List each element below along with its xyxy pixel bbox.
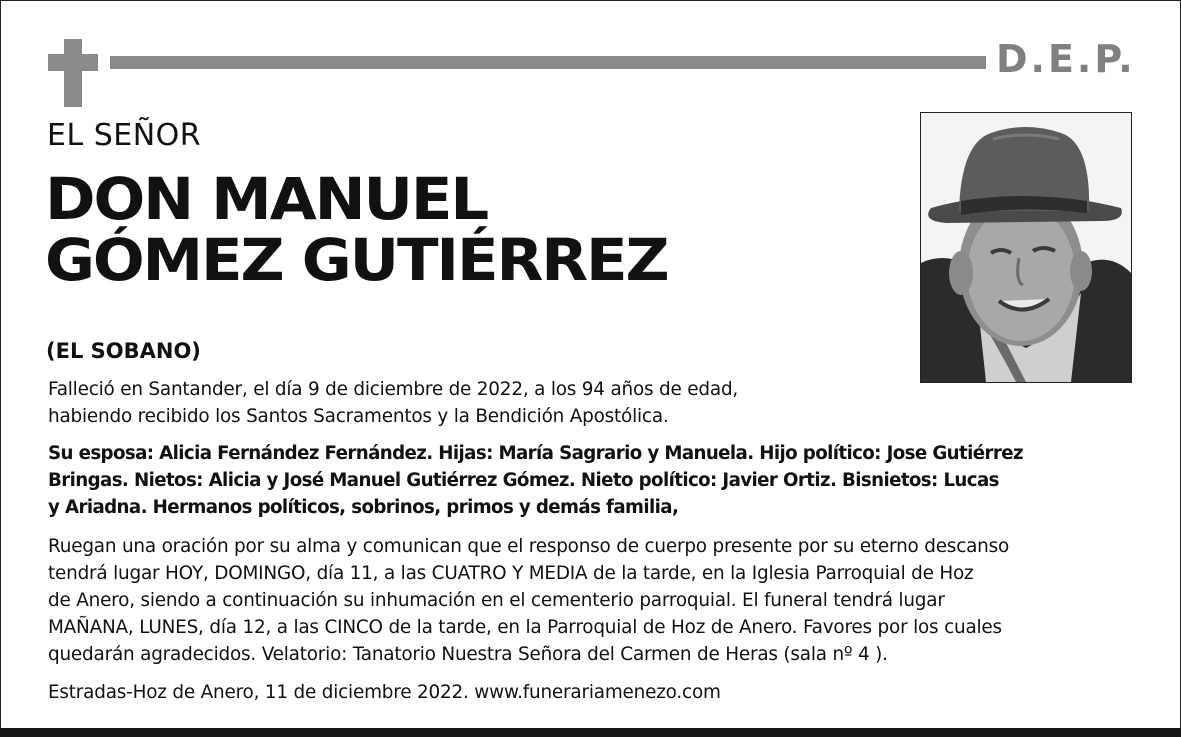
deceased-name	[45, 165, 668, 294]
portrait-image	[921, 113, 1131, 382]
nickname: (EL SOBANO)	[46, 339, 201, 363]
honorific: EL SEÑOR	[47, 118, 202, 153]
header-rule	[110, 56, 986, 69]
service-details: Ruegan una oración por su alma y comunican que el responso de cuerpo presente por su eterno descanso tendrá lugar HOY, DOMINGO, día 11, a las CUATRO Y MEDIA de la tarde, en la Iglesia Parroquial de Hoz de Anero, siendo a continuación su inhumación en el cementerio parroquial. El funeral tendrá lugar MAÑANA, LUNES, día 12, a las CINCO de la tarde, en la Parroquial de Hoz de Anero. Favores por los cuales quedarán agradecidos. Velatorio: Tanatorio Nuestra Señora del Carmen de Heras (sala nº 4 ).	[48, 536, 1010, 665]
dep-label: D.E.P.	[996, 37, 1136, 81]
name-line-1: DON MANUEL	[45, 165, 488, 233]
name-line-2: GÓMEZ GUTIÉRREZ	[45, 226, 668, 294]
cross-icon	[64, 39, 82, 107]
portrait-photo	[920, 112, 1132, 383]
bottom-border	[0, 728, 1181, 737]
cross-icon-bar	[48, 54, 98, 71]
family-list: Su esposa: Alicia Fernández Fernández. Hijas: María Sagrario y Manuela. Hijo político: Jose Gutiérrez Bringas. Nietos: Alicia y José Manuel Gutiérrez Gómez. Nieto político: Javier Ortiz. Bisnietos: Lucas y Ariadna. Hermanos políticos, sobrinos, primos y demás familia,	[48, 443, 1023, 518]
footer-line: Estradas-Hoz de Anero, 11 de diciembre 2022. www.funerariamenezo.com	[48, 682, 721, 703]
death-notice: Falleció en Santander, el día 9 de diciembre de 2022, a los 94 años de edad, habiendo recibido los Santos Sacramentos y la Bendición Apostólica.	[48, 379, 739, 427]
